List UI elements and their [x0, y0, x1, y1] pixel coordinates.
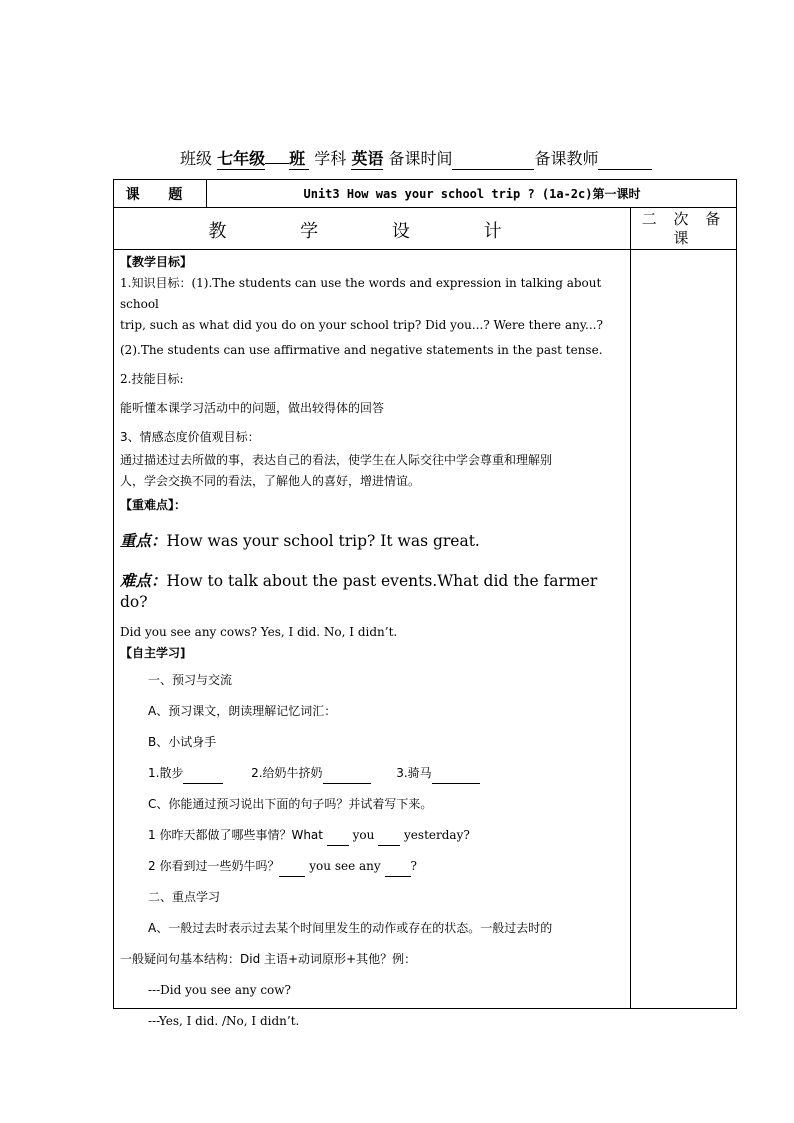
difficult-text: How to talk about the past events.What did the farmer do?	[120, 572, 598, 611]
row-divider-1	[114, 207, 736, 208]
self-study-heading: 【自主学习]	[120, 646, 186, 660]
example-answer: ---Yes, I did. /No, I didn’t.	[148, 1014, 300, 1028]
teacher-blank	[598, 151, 652, 170]
second-prep-label: 二 次 备 课	[641, 210, 727, 247]
class-value: 七年级	[217, 146, 265, 170]
q2-blank-2	[385, 862, 411, 877]
vocab-1-blank	[183, 769, 223, 784]
preview-heading: 一、预习与交流	[148, 673, 233, 687]
vocab-1: 1.散步	[148, 766, 184, 780]
class-blank	[265, 163, 289, 164]
vocab-2: 2.给奶牛挤奶	[251, 766, 323, 780]
example-question: ---Did you see any cow?	[148, 983, 291, 997]
key-point	[120, 530, 625, 552]
subject-label: 学科	[314, 149, 347, 168]
vocab-2-blank	[323, 769, 371, 784]
q1-blank-2	[378, 831, 400, 846]
keypoints-heading: 【重难点】：	[120, 498, 187, 512]
key-text: How was your school trip? It was great.	[166, 532, 480, 550]
vocab-line	[120, 763, 625, 784]
q2-prefix: 2 你看到过一些奶牛吗？	[148, 859, 280, 873]
emotion-line-2: 人，学会交换不同的看法，了解他人的喜好，增进情谊。	[120, 474, 421, 488]
vocab-3: 3.骑马	[396, 766, 432, 780]
lesson-content	[120, 252, 625, 1032]
prep-time-blank	[452, 151, 534, 170]
q2-mid: you see any	[309, 859, 381, 873]
q2-end: ?	[410, 859, 417, 873]
grammar-line-2: 一般疑问句基本结构：Did 主语+动词原形+其他？例：	[120, 952, 417, 966]
difficult-point	[120, 570, 625, 613]
knowledge-line-3: (2).The students can use affirmative and negative statements in the past tense.	[120, 343, 603, 357]
preview-c: C、你能通过预习说出下面的句子吗？并试着写下来。	[148, 797, 433, 811]
grammar-line-1: A、一般过去时表示过去某个时间里发生的动作或存在的状态。一般过去时的	[148, 921, 553, 935]
ban-label: 班	[289, 146, 309, 170]
emotion-line-1: 通过描述过去所做的事，表达自己的看法，使学生在人际交往中学会尊重和理解别	[120, 453, 553, 467]
teacher-label: 备课教师	[534, 149, 599, 168]
skill-goal: 2.技能目标:	[120, 372, 184, 386]
difficult-line-2: Did you see any cows? Yes, I did. No, I didn’t.	[120, 625, 398, 639]
topic-label: 课 题	[125, 187, 195, 203]
key-label: 重点：	[120, 531, 167, 550]
knowledge-line-2: trip, such as what did you do on your school trip? Did you...? Were there any...?	[120, 318, 603, 332]
question-2	[120, 856, 625, 877]
class-label: 班级	[180, 149, 213, 168]
design-title: 教 学 设 计	[208, 221, 536, 242]
goals-heading: 【教学目标】	[120, 255, 193, 269]
q1-prefix: 1 你昨天都做了哪些事情？What	[148, 828, 323, 842]
second-prep-divider	[630, 207, 631, 1008]
knowledge-line-1: 1.知识目标：(1).The students can use the words and expression in talking about school	[120, 276, 602, 311]
question-1	[120, 825, 625, 846]
header-line	[180, 146, 740, 170]
q1-you: you	[352, 828, 375, 842]
preview-b: B、小试身手	[148, 735, 217, 749]
q1-end: yesterday?	[404, 828, 470, 842]
emotion-goal: 3、情感态度价值观目标：	[120, 430, 260, 444]
prep-time-label: 备课时间	[388, 149, 453, 168]
subject-value: 英语	[351, 146, 383, 170]
row-divider-2	[114, 249, 736, 250]
vocab-3-blank	[432, 769, 480, 784]
key-study-heading: 二、重点学习	[148, 890, 221, 904]
q1-blank-1	[327, 831, 349, 846]
skill-desc: 能听懂本课学习活动中的问题，做出较得体的回答	[120, 401, 385, 415]
difficult-label: 难点：	[120, 571, 167, 590]
topic-value: Unit3 How was your school trip ? (1a-2c)第一课时	[303, 187, 641, 201]
lesson-plan-table	[113, 179, 737, 1028]
q2-blank-1	[279, 862, 305, 877]
preview-a: A、预习课文，朗读理解记忆词汇：	[148, 704, 337, 718]
